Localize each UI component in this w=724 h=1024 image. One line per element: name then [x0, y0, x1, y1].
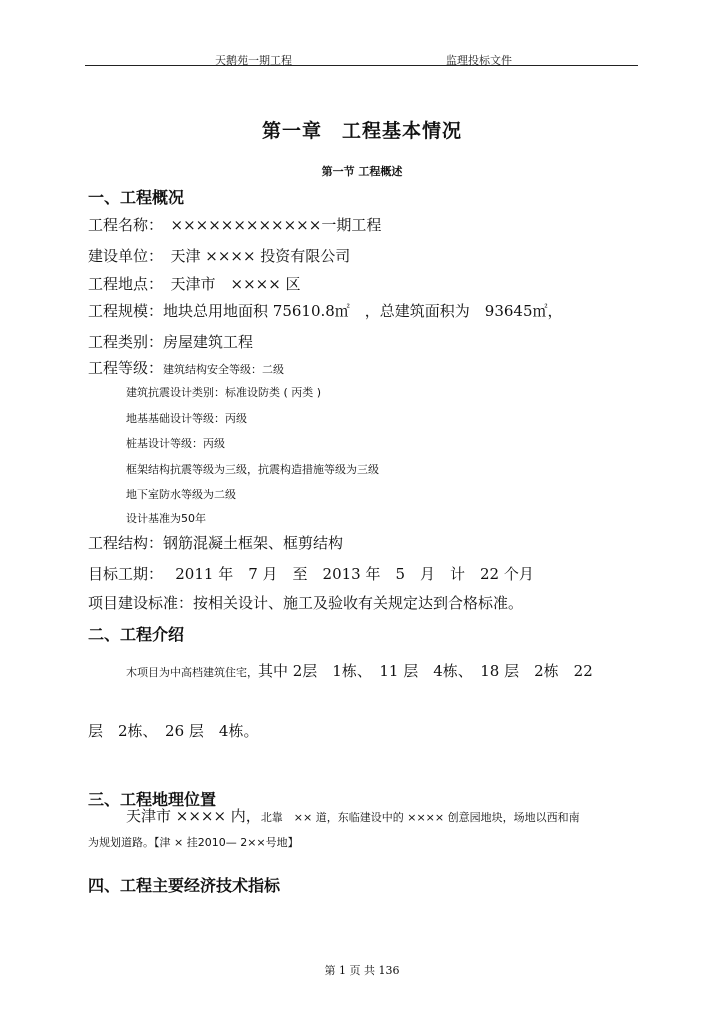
intro-line [126, 660, 593, 681]
header-left: 天鹅苑一期工程 [215, 54, 292, 67]
grade-item: 地基基础设计等级：丙级 [126, 412, 247, 425]
heading-indicators: 四、工程主要经济技术指标 [88, 876, 281, 895]
heading-introduction: 二、工程介绍 [88, 625, 185, 644]
header-right: 监理投标文件 [446, 54, 512, 67]
heading-overview: 一、工程概况 [88, 188, 185, 207]
grade-item: 建筑抗震设计类别：标准设防类 ( 丙类 ) [126, 386, 322, 399]
grade-first: 建筑结构安全等级：二级 [163, 363, 285, 376]
heading-location: 三、工程地理位置 [88, 790, 217, 809]
target-period: 目标工期： 2011 年 7 月 至 2013 年 5 月 计 22 个月 [88, 565, 534, 583]
grade-item: 框架结构抗震等级为三级，抗震构造措施等级为三级 [126, 463, 379, 476]
project-name: 工程名称： ××××××××××××一期工程 [88, 216, 382, 234]
construction-unit: 建设单位： 天津 ×××× 投资有限公司 [88, 247, 351, 265]
grade-label: 工程等级： [88, 359, 164, 377]
grade-item: 桩基设计等级：丙级 [126, 437, 225, 450]
project-scale: 工程规模：地块总用地面积 75610.8㎡ ，总建筑面积为 93645㎡， [88, 302, 563, 320]
page-footer: 第 1 页 共 136 [324, 964, 400, 977]
project-location: 工程地点： 天津市 ×××× 区 [88, 275, 301, 293]
intro-large: 其中 2层 1栋、 11 层 4栋、 18 层 2栋 22 [258, 662, 593, 680]
intro-small: 木项目为中高档建筑住宅， [126, 666, 258, 679]
project-type: 工程类别：房屋建筑工程 [88, 333, 254, 351]
chapter-title: 第一章 工程基本情况 [261, 120, 462, 142]
project-structure: 工程结构：钢筋混凝土框架、框剪结构 [88, 534, 344, 552]
grade-item: 地下室防水等级为二级 [126, 488, 236, 501]
location-line2: 为规划道路。【津 × 挂2010— 2××号地】 [88, 836, 299, 849]
header-rule [85, 65, 638, 66]
build-standard: 项目建设标准：按相关设计、施工及验收有关规定达到合格标准。 [88, 594, 524, 612]
intro-continued: 层 2栋、 26 层 4栋。 [88, 722, 259, 740]
location-small: 北靠 ×× 道，东临建设中的 ×××× 创意园地块，场地以西和南 [260, 811, 580, 824]
project-grade [88, 357, 284, 378]
location-line [126, 805, 580, 826]
grade-item: 设计基准为50年 [126, 512, 206, 525]
location-large: 天津市 ×××× 内， [126, 807, 261, 825]
section-title: 第一节 工程概述 [321, 165, 403, 178]
